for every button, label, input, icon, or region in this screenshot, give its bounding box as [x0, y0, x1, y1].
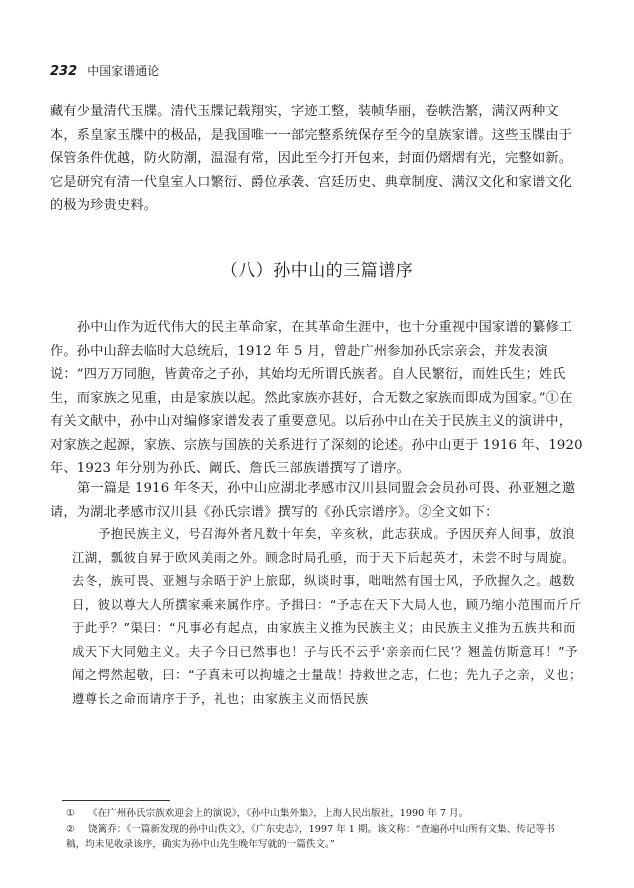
- page-header: [50, 62, 159, 79]
- quoted-preface-text: 予抱民族主义，号召海外者凡数十年矣，辛亥秋，此志获成。予因厌弃人间事，放浪江湖，瓢彼自昇于欧风美雨之外。顾念时局孔亟，而于天下后起英才，未尝不时与周旋。去冬，族可畏、亚翘与余晤于沪上旅邸，纵谈时事，咄咄然有国士风，予欣握久之。越数日，彼以尊大人所撰家乘来属作序。予揖曰：“予志在天下大局人也，顾乃缩小范围而斤斤于此乎？”渠曰：“凡事必有起点，由家族主义推为民族主义；由民族主义推为五族共和而成天下大同勉主义。夫子今日已然事也！子与氏不云乎‘亲亲而仁民’？翘盖仿斯意耳！”予闻之愕然起敬，曰：“子真未可以拘墟之士量哉！持救世之志，仁也；先九子之亲，义也；遵尊长之命而请序于予，礼也；由家族主义而悟民族: [72, 527, 582, 706]
- section-title: （八）孙中山的三篇谱序: [220, 261, 414, 281]
- footnote-1-mark: ①: [66, 808, 75, 819]
- footnote-1-text: 《在广州孙氏宗族欢迎会上的演说》，《孙中山集外集》，上海人民出版社，1990 年 7 月。: [88, 808, 469, 819]
- intro-paragraph: 藏有少量清代玉牒。清代玉牒记载翔实，字迹工整，装帧华丽，卷帙浩繁，满汉两种文本，系皇家玉牒中的极品，是我国唯一一部完整系统保存至今的皇族家谱。这些玉牒由于保管条件优越，防火防潮，温湿有常，因此至今打开包来，封面仍熠熠有光，完整如新。它是研究有清一代皇室人口繁衍、爵位承袭、宫廷历史、典章制度、满汉文化和家谱文化的极为珍贵史料。: [50, 104, 573, 213]
- footnote-2-continuation: 稿，均未见收录该序，确实为孙中山先生晚年写就的一篇佚文。”: [66, 839, 335, 850]
- footnote-2-mark: ②: [66, 823, 75, 835]
- running-title: 中国家谱通论: [87, 64, 160, 78]
- footnote-2-text: 饶篱乔：《一篇新发现的孙中山佚文》，《广东史志》，1997 年 1 期。该文称：“查遍孙中山所有文集、传记等书: [88, 823, 555, 835]
- footnote-1: [66, 806, 588, 822]
- footnotes: [66, 806, 588, 853]
- page-number: 232: [50, 64, 78, 79]
- body-paragraph-sun-yatsen: 孙中山作为近代伟大的民主革命家，在其革命生涯中，也十分重视中国家谱的纂修工作。孙中山辞去临时大总统后，1912 年 5 月，曾赴广州参加孙氏宗亲会，并发表演说：“四万万同胞，皆黄帝之子孙，其始均无所谓氏族者。自人民繁衍，而姓氏生；姓氏生，而家族之见重，由是家族以起。然此家族亦甚好，合无数之家族而即成为国家。”①在有关文献中，孙中山对编修家谱发表了重要意见。以后孙中山在关于民族主义的演讲中，对家族之起源，家族、宗族与国族的关系进行了深刻的论述。孙中山更于 1916 年、1920 年、1923 年分别为孙氏、阚氏、詹氏三部族谱撰写了谱序。: [50, 320, 583, 476]
- footnote-divider: [62, 800, 170, 801]
- footnote-2: [66, 822, 588, 853]
- body-paragraph-first-preface: 第一篇是 1916 年冬天，孙中山应湖北孝感市汉川县同盟会会员孙可畏、孙亚翘之邀请，为湖北孝感市汉川县《孙氏宗谱》撰写的《孙氏宗谱序》。②全文如下：: [50, 481, 576, 520]
